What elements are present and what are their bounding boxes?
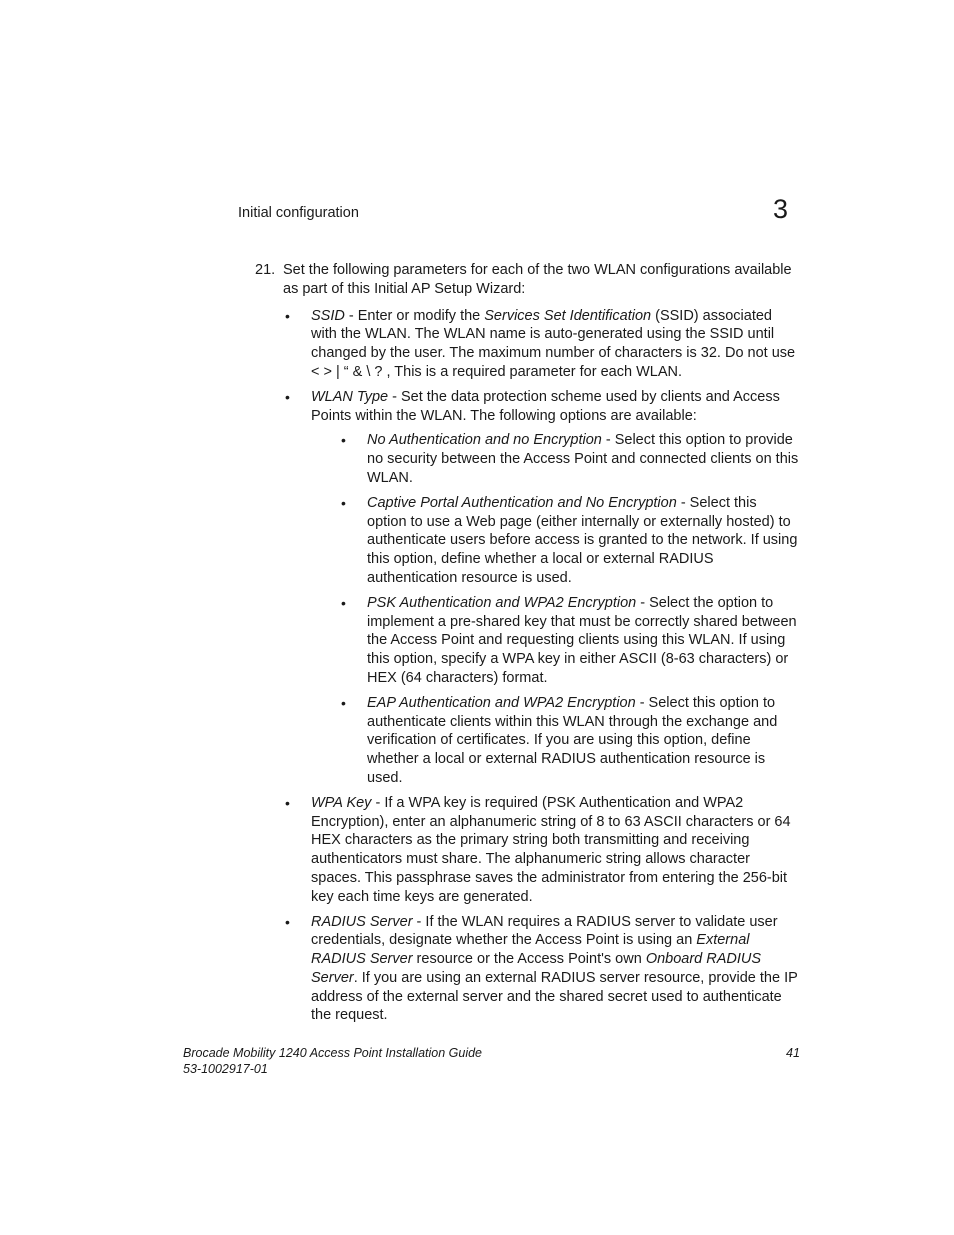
- description-text: - If a WPA key is required (PSK Authentication and WPA2 Encryption), enter an alphanumeric string of 8 to 63 ASCII characters or 64 HEX characters as the primary string both transmitting and receiving authenticators must share. The alphanumeric string allows character spaces. This passphrase saves the administrator from entering the 256-bit key each time keys are generated.: [311, 794, 791, 905]
- bullet-icon: •: [341, 594, 346, 611]
- option-term: No Authentication and no Encryption: [367, 432, 602, 449]
- bullet-icon: •: [285, 794, 290, 811]
- term-wpa-key: WPA Key: [311, 794, 372, 811]
- description-text: - Enter or modify the: [344, 307, 485, 324]
- term-wlan-type: WLAN Type: [311, 388, 389, 405]
- option-term: Captive Portal Authentication and No Encryption: [367, 494, 677, 511]
- description-text: . If you are using an external RADIUS server resource, provide the IP address of the external server and the shared secret used to authenticate the request.: [311, 969, 798, 1024]
- list-item-radius-server: [283, 913, 800, 1026]
- option-term: PSK Authentication and WPA2 Encryption: [367, 594, 637, 611]
- description-text: - If the WLAN requires a RADIUS server to validate user credentials, designate whether the Access Point is using an: [311, 913, 778, 949]
- bullet-icon: •: [285, 913, 290, 930]
- chapter-number: 3: [773, 194, 789, 224]
- guide-title: Brocade Mobility 1240 Access Point Installation Guide: [183, 1046, 483, 1060]
- step-number: 21.: [255, 262, 276, 278]
- description-text: resource or the Access Point's own: [412, 951, 646, 968]
- emphasis-text: Services Set Identification: [484, 307, 652, 324]
- list-item-option: [339, 594, 800, 688]
- parameter-list: [283, 307, 800, 1026]
- list-item-wlan-type: [283, 388, 800, 788]
- option-description: - Select this option to provide no security between the Access Point and connected clients on this WLAN.: [367, 432, 799, 486]
- bullet-icon: •: [341, 694, 346, 711]
- list-item-option: [339, 431, 800, 487]
- option-description: - Select this option to authenticate clients within this WLAN through the exchange and verification of certificates. If you are using this option, define whether a local or external RADIUS authentication resource is used.: [367, 694, 778, 786]
- page-number: 41: [786, 1046, 800, 1060]
- list-item-option: [339, 694, 800, 788]
- option-term: EAP Authentication and WPA2 Encryption: [367, 694, 636, 711]
- procedure-step: [255, 261, 800, 1031]
- bullet-icon: •: [341, 494, 346, 511]
- step-text: Set the following parameters for each of the two WLAN configurations available as part of this Initial AP Setup Wizard:: [283, 262, 792, 297]
- option-description: - Select the option to implement a pre-shared key that must be correctly shared between the Access Point and requesting clients using this WLAN. If using this option, specify a WPA key in either ASCII (8-63 characters) or HEX (64 characters) format.: [367, 594, 797, 686]
- wlan-type-options: [339, 431, 800, 787]
- emphasis-text: Onboard RADIUS Server: [311, 951, 762, 986]
- term-radius-server: RADIUS Server: [311, 913, 413, 930]
- bullet-icon: •: [341, 432, 346, 449]
- document-number: 53-1002917-01: [183, 1062, 268, 1076]
- emphasis-text: External RADIUS Server: [311, 932, 750, 968]
- term-ssid: SSID: [311, 307, 345, 324]
- description-text: (SSID) associated with the WLAN. The WLAN name is auto-generated using the SSID until changed by the user. The maximum number of characters is 32. Do not use < > | “ & \ ? , This is a required parameter for each WLAN.: [311, 307, 796, 380]
- bullet-icon: •: [285, 388, 290, 405]
- bullet-icon: •: [285, 307, 290, 324]
- list-item-wpa-key: [283, 794, 800, 907]
- description-text: - Set the data protection scheme used by clients and Access Points within the WLAN. The following options are available:: [311, 388, 780, 424]
- list-item-option: [339, 494, 800, 588]
- section-title: Initial configuration: [238, 205, 359, 221]
- list-item-ssid: [283, 307, 800, 382]
- option-description: - Select this option to use a Web page (either internally or externally hosted) to authenticate users before access is granted to the network. If using this option, define whether a local or external RADIUS authentication resource is used.: [367, 494, 798, 586]
